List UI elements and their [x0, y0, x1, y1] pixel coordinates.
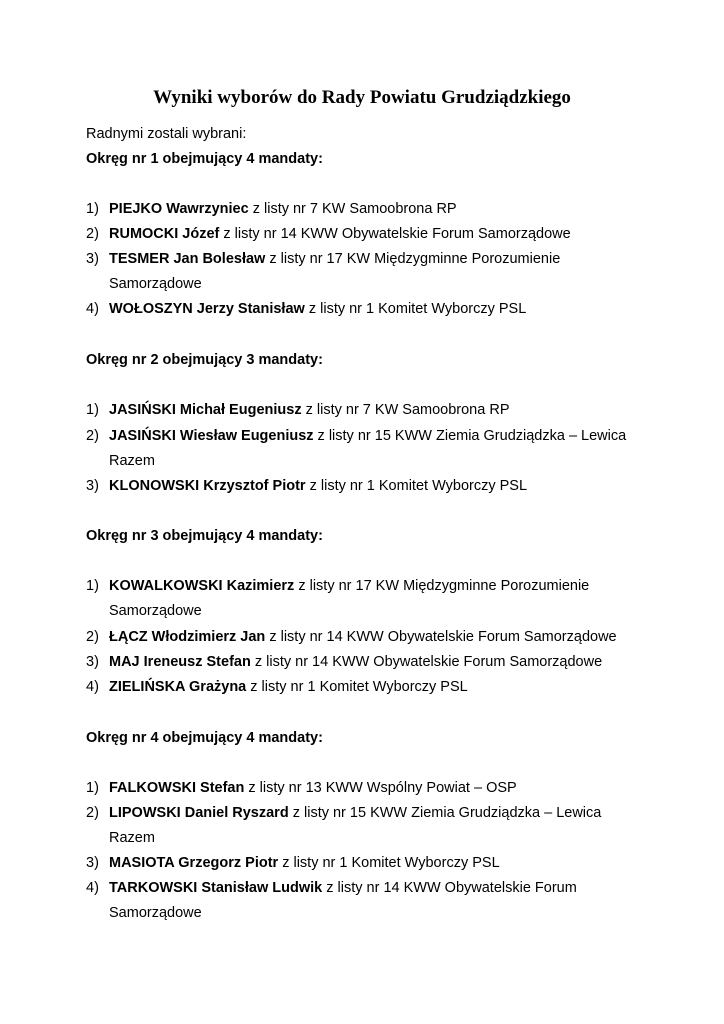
district-heading: Okręg nr 1 obejmujący 4 mandaty: [86, 151, 323, 167]
member-list: z listy nr 14 KWW Obywatelskie Forum Samorządowe [265, 629, 617, 645]
member-list: z listy nr 1 Komitet Wyborczy PSL [305, 478, 528, 494]
member-list: z listy nr 13 KWW Wspólny Powiat – OSP [244, 780, 517, 796]
member-list: z listy nr 1 Komitet Wyborczy PSL [246, 679, 468, 695]
item-number: 4) [86, 880, 99, 896]
item-number: 3) [86, 654, 99, 670]
list-item [86, 677, 468, 697]
item-number: 1) [86, 578, 99, 594]
list-item [86, 199, 457, 219]
member-name: JASIŃSKI Wiesław Eugeniusz [109, 428, 314, 444]
item-number: 3) [86, 251, 99, 267]
item-number: 2) [86, 805, 99, 821]
member-list: z listy nr 15 KWW Ziemia Grudziądzka – Lewica [313, 428, 627, 444]
member-list: z listy nr 14 KWW Obywatelskie Forum Samorządowe [250, 654, 603, 670]
member-name: LIPOWSKI Daniel Ryszard [109, 805, 289, 821]
item-number: 4) [86, 301, 99, 317]
member-list: z listy nr 14 KWW Obywatelskie Forum [322, 880, 577, 896]
member-list-continuation: Samorządowe [109, 603, 202, 619]
member-name: TARKOWSKI Stanisław Ludwik [109, 880, 323, 896]
list-item [86, 652, 602, 672]
list-item [86, 426, 626, 446]
member-name: ŁĄCZ Włodzimierz Jan [109, 629, 266, 645]
item-number: 1) [86, 780, 99, 796]
member-list: z listy nr 1 Komitet Wyborczy PSL [278, 855, 500, 871]
list-item [86, 476, 527, 496]
list-item [86, 853, 500, 873]
member-list-continuation: Razem [109, 830, 155, 846]
list-item [86, 400, 510, 420]
member-list: z listy nr 17 KW Międzygminne Porozumienie [265, 251, 561, 267]
member-name: FALKOWSKI Stefan [109, 780, 245, 796]
page-title: Wyniki wyborów do Rady Powiatu Grudziądzkiego [153, 87, 571, 108]
member-list: z listy nr 17 KW Międzygminne Porozumienie [294, 578, 590, 594]
member-list: z listy nr 7 KW Samoobrona RP [248, 201, 457, 217]
list-item [86, 224, 571, 244]
list-item [86, 249, 560, 269]
district-heading: Okręg nr 4 obejmujący 4 mandaty: [86, 730, 323, 746]
list-item [86, 576, 589, 596]
member-name: WOŁOSZYN Jerzy Stanisław [109, 301, 305, 317]
member-name: RUMOCKI Józef [109, 226, 220, 242]
item-number: 1) [86, 201, 99, 217]
member-list-continuation: Samorządowe [109, 905, 202, 921]
member-name: MAJ Ireneusz Stefan [109, 654, 251, 670]
member-list: z listy nr 1 Komitet Wyborczy PSL [304, 301, 527, 317]
member-list-continuation: Razem [109, 453, 155, 469]
item-number: 4) [86, 679, 99, 695]
list-item [86, 778, 517, 798]
item-number: 2) [86, 428, 99, 444]
item-number: 3) [86, 855, 99, 871]
member-name: PIEJKO Wawrzyniec [109, 201, 249, 217]
item-number: 2) [86, 226, 99, 242]
member-name: TESMER Jan Bolesław [109, 251, 266, 267]
item-number: 3) [86, 478, 99, 494]
member-name: JASIŃSKI Michał Eugeniusz [109, 402, 302, 418]
district-heading: Okręg nr 2 obejmujący 3 mandaty: [86, 352, 323, 368]
list-item [86, 299, 526, 319]
district-heading: Okręg nr 3 obejmujący 4 mandaty: [86, 528, 323, 544]
item-number: 2) [86, 629, 99, 645]
member-name: ZIELIŃSKA Grażyna [109, 679, 247, 695]
list-item [86, 878, 577, 898]
member-list-continuation: Samorządowe [109, 276, 202, 292]
member-name: MASIOTA Grzegorz Piotr [109, 855, 279, 871]
intro-text: Radnymi zostali wybrani: [86, 126, 247, 142]
list-item [86, 803, 601, 823]
member-name: KLONOWSKI Krzysztof Piotr [109, 478, 306, 494]
item-number: 1) [86, 402, 99, 418]
member-list: z listy nr 15 KWW Ziemia Grudziądzka – Lewica [288, 805, 602, 821]
member-name: KOWALKOWSKI Kazimierz [109, 578, 295, 594]
list-item [86, 627, 617, 647]
member-list: z listy nr 7 KW Samoobrona RP [301, 402, 510, 418]
member-list: z listy nr 14 KWW Obywatelskie Forum Samorządowe [219, 226, 571, 242]
